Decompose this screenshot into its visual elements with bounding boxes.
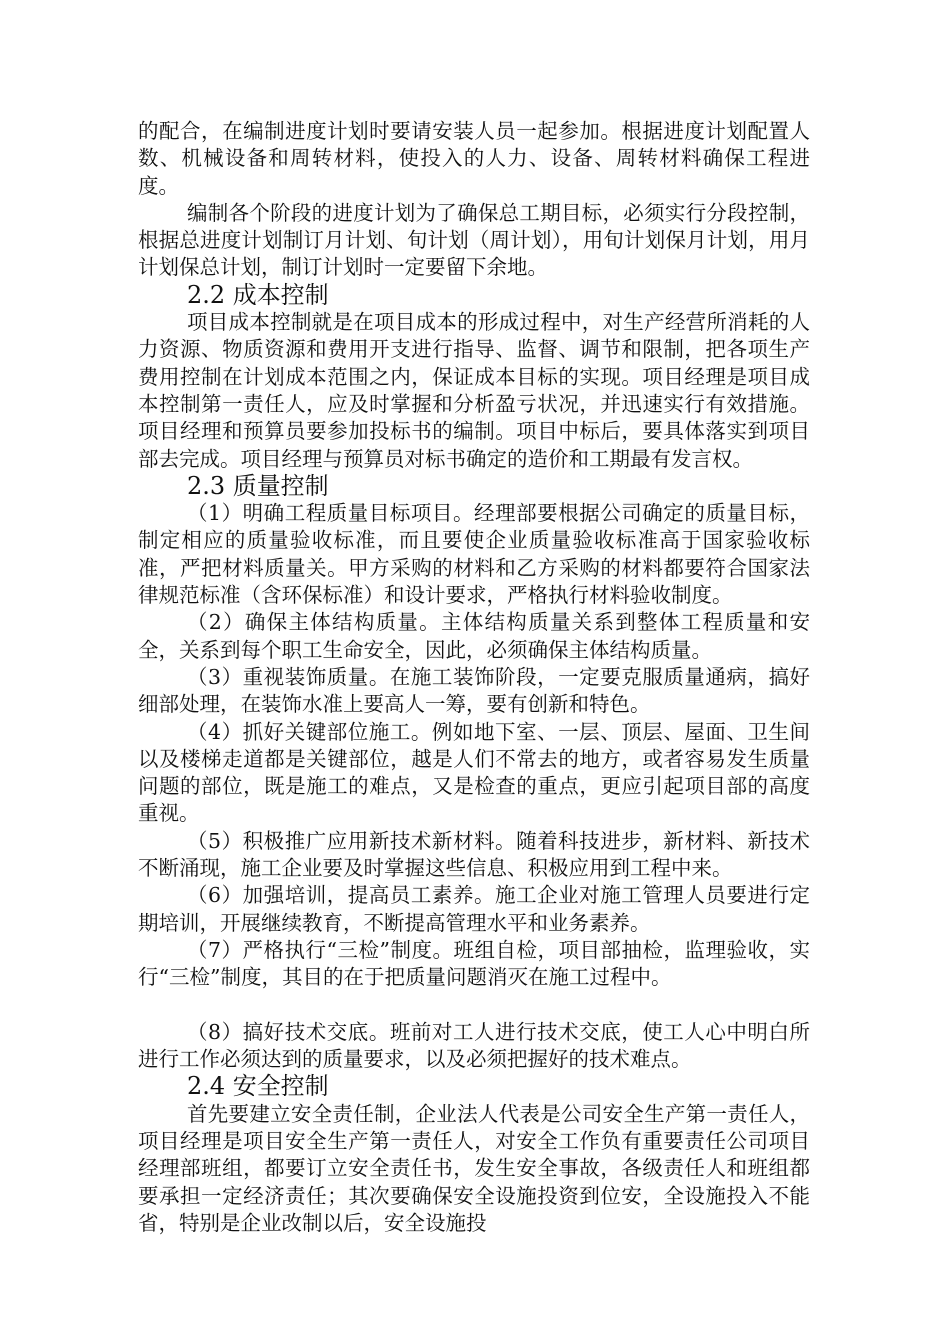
- document-body: [138, 118, 810, 1237]
- paragraph-quality-item-8: （8）搞好技术交底。班前对工人进行技术交底，使工人心中明白所进行工作必须达到的质量要求，以及必须把握好的技术难点。: [138, 1019, 810, 1072]
- section-heading-safety-control: 2.4 安全控制: [187, 1072, 329, 1101]
- paragraph-quality-item-3: （3）重视装饰质量。在施工装饰阶段，一定要克服质量通病，搞好细部处理，在装饰水准上要高人一筹，要有创新和特色。: [138, 664, 810, 717]
- blank-line: [138, 992, 810, 1019]
- paragraph-safety-control: 首先要建立安全责任制，企业法人代表是公司安全生产第一责任人，项目经理是项目安全生产第一责任人，对安全工作负有重要责任公司项目经理部班组，都要订立安全责任书，发生安全事故，各级责任人和班组都要承担一定经济责任；其次要确保安全设施投资到位安，全设施投入不能省，特别是企业改制以后，安全设施投: [138, 1101, 810, 1235]
- paragraph-quality-item-5: （5）积极推广应用新技术新材料。随着科技进步，新材料、新技术不断涌现，施工企业要及时掌握这些信息、积极应用到工程中来。: [138, 828, 810, 881]
- paragraph-schedule-coordination: 的配合，在编制进度计划时要请安装人员一起参加。根据进度计划配置人数、机械设备和周转材料，使投入的人力、设备、周转材料确保工程进度。: [138, 119, 810, 198]
- paragraph-quality-item-6: （6）加强培训，提高员工素养。施工企业对施工管理人员要进行定期培训，开展继续教育，不断提高管理水平和业务素养。: [138, 883, 810, 935]
- paragraph-quality-item-1: （1）明确工程质量目标项目。经理部要根据公司确定的质量目标，制定相应的质量验收标准，而且要使企业质量验收标准高于国家验收标准，严把材料质量关。甲方采购的材料和乙方采购的材料都要符合国家法律规范标准（含环保标准）和设计要求，严格执行材料验收制度。: [138, 501, 810, 608]
- section-heading-quality-control: 2.3 质量控制: [187, 471, 329, 500]
- paragraph-quality-item-4: （4）抓好关键部位施工。例如地下室、一层、顶层、屋面、卫生间以及楼梯走道都是关键部位，越是人们不常去的地方，或者容易发生质量问题的部位，既是施工的难点，又是检查的重点，更应引起项目部的高度重视。: [138, 719, 810, 826]
- paragraph-quality-item-2: （2）确保主体结构质量。主体结构质量关系到整体工程质量和安全，关系到每个职工生命安全，因此，必须确保主体结构质量。: [138, 610, 810, 662]
- section-heading-cost-control: 2.2 成本控制: [187, 280, 329, 309]
- paragraph-cost-control: 项目成本控制就是在项目成本的形成过程中，对生产经营所消耗的人力资源、物质资源和费用开支进行指导、监督、调节和限制，把各项生产费用控制在计划成本范围之内，保证成本目标的实现。项目经理是项目成本控制第一责任人，应及时掌握和分析盈亏状况，并迅速实行有效措施。项目经理和预算员要参加投标书的编制。项目中标后，要具体落实到项目部去完成。项目经理与预算员对标书确定的造价和工期最有发言权。: [138, 310, 810, 471]
- paragraph-quality-item-7: （7）严格执行“三检”制度。班组自检，项目部抽检，监理验收，实行“三检”制度，其目的在于把质量问题消灭在施工过程中。: [138, 937, 810, 990]
- paragraph-stage-schedule: 编制各个阶段的进度计划为了确保总工期目标，必须实行分段控制，根据总进度计划制订月计划、旬计划（周计划），用旬计划保月计划，用月计划保总计划，制订计划时一定要留下余地。: [138, 200, 810, 280]
